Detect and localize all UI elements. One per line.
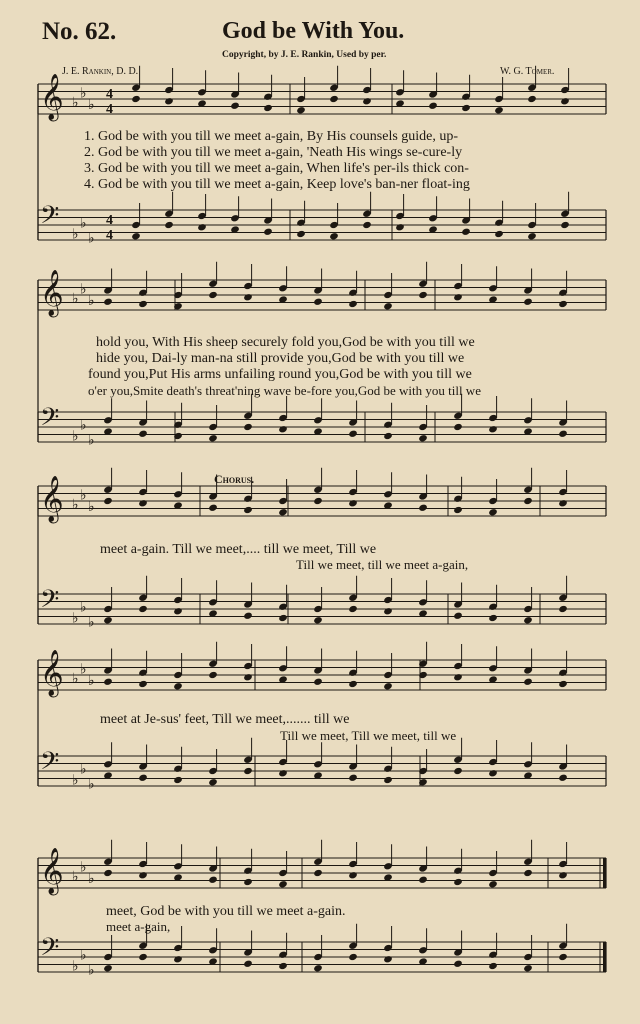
note-head xyxy=(523,964,533,972)
treble-clef: 𝄞 xyxy=(40,476,64,522)
note-head xyxy=(138,430,148,438)
note-head xyxy=(488,508,498,516)
flat-sign: ♭ xyxy=(80,599,87,616)
note-head xyxy=(488,425,498,433)
note-head xyxy=(558,499,568,507)
chorus-line-1-bass: Till we meet, till we meet a-gain, xyxy=(296,557,469,572)
composer-credit: W. G. Tomer. xyxy=(500,66,555,77)
note-head xyxy=(164,97,174,105)
note-head xyxy=(208,434,218,442)
note-head xyxy=(197,223,207,231)
bass-clef: 𝄢 xyxy=(40,585,60,620)
flat-sign: ♭ xyxy=(88,230,95,247)
flat-sign: ♭ xyxy=(88,870,95,887)
verse-3-line-2: found you,Put His arms unfailing round you,God be with you till we xyxy=(88,367,472,382)
note-head xyxy=(173,607,183,615)
note-head xyxy=(243,960,253,968)
note-head xyxy=(230,102,240,110)
note-head xyxy=(278,880,288,888)
note-head xyxy=(208,671,218,679)
flat-sign: ♭ xyxy=(72,772,79,789)
note-head xyxy=(395,223,405,231)
chorus-label: Chorus. xyxy=(214,472,255,486)
note-head xyxy=(362,97,372,105)
note-head xyxy=(313,616,323,624)
treble-clef: 𝄞 xyxy=(40,650,64,696)
note-head xyxy=(296,106,306,114)
note-head xyxy=(418,434,428,442)
verse-4-line-2: o'er you,Smite death's threat'ning wave be-fore you,God be with you till we xyxy=(88,383,481,398)
note-head xyxy=(383,955,393,963)
note-head xyxy=(418,504,428,512)
note-head xyxy=(278,962,288,970)
flat-sign: ♭ xyxy=(80,487,87,504)
note-head xyxy=(329,232,339,240)
bass-clef: 𝄢 xyxy=(40,403,60,438)
hymn-title: God be With You. xyxy=(222,18,405,44)
flat-sign: ♭ xyxy=(72,671,79,687)
note-head xyxy=(313,298,323,306)
note-head xyxy=(208,291,218,299)
flat-sign: ♭ xyxy=(88,614,95,631)
note-head xyxy=(278,769,288,777)
note-head xyxy=(348,871,358,879)
flat-sign: ♭ xyxy=(80,215,87,232)
note-head xyxy=(208,876,218,884)
chorus-line-3-soprano: meet, God be with you till we meet a-gain. xyxy=(106,904,346,919)
note-head xyxy=(173,955,183,963)
flat-sign: ♭ xyxy=(80,947,87,964)
note-head xyxy=(173,776,183,784)
note-head xyxy=(329,95,339,103)
flat-sign: ♭ xyxy=(88,672,95,689)
verse-3-line-1: 3. God be with you till we meet a-gain, When life's per-ils thick con- xyxy=(84,161,469,176)
flat-sign: ♭ xyxy=(72,428,79,445)
verse-4-line-1: 4. God be with you till we meet a-gain, Keep love's ban-ner float-ing xyxy=(84,177,470,192)
flat-sign: ♭ xyxy=(88,962,95,979)
note-head xyxy=(558,871,568,879)
note-head xyxy=(428,102,438,110)
verse-2-line-2: hide you, Dai-ly man-na still provide you,God be with you till we xyxy=(96,351,465,366)
note-head xyxy=(313,678,323,686)
chorus-line-1-soprano: meet a-gain. Till we meet,.... till we meet, Till we xyxy=(100,542,377,557)
note-head xyxy=(278,425,288,433)
note-head xyxy=(453,612,463,620)
time-signature-bottom: 4 xyxy=(106,228,113,243)
note-head xyxy=(103,616,113,624)
bass-clef: 𝄢 xyxy=(40,747,60,782)
note-head xyxy=(138,680,148,688)
bass-clef: 𝄢 xyxy=(40,933,60,968)
time-signature-top: 4 xyxy=(106,87,113,102)
flat-sign: ♭ xyxy=(80,281,87,298)
note-head xyxy=(243,767,253,775)
flat-sign: ♭ xyxy=(80,85,87,102)
note-head xyxy=(527,232,537,240)
copyright-note: Copyright, by J. E. Rankin, Used by per. xyxy=(222,50,387,60)
note-head xyxy=(453,767,463,775)
note-head xyxy=(243,423,253,431)
note-head xyxy=(243,293,253,301)
verse-2-line-1: 2. God be with you till we meet a-gain, 'Neath His wings se-cure-ly xyxy=(84,145,463,160)
note-head xyxy=(243,612,253,620)
note-head xyxy=(523,298,533,306)
treble-clef: 𝄞 xyxy=(40,848,64,894)
note-head xyxy=(348,680,358,688)
flat-sign: ♭ xyxy=(88,776,95,793)
note-head xyxy=(461,104,471,112)
flat-sign: ♭ xyxy=(88,96,95,113)
note-head xyxy=(488,769,498,777)
note-head xyxy=(453,293,463,301)
note-head xyxy=(453,960,463,968)
note-head xyxy=(278,614,288,622)
note-head xyxy=(523,678,533,686)
note-head xyxy=(138,300,148,308)
note-head xyxy=(558,430,568,438)
note-head xyxy=(348,300,358,308)
note-head xyxy=(453,423,463,431)
note-head xyxy=(488,880,498,888)
flat-sign: ♭ xyxy=(80,761,87,778)
flat-sign: ♭ xyxy=(80,859,87,876)
flat-sign: ♭ xyxy=(72,95,79,111)
note-head xyxy=(523,616,533,624)
final-barline-thick xyxy=(603,858,606,888)
note-head xyxy=(527,95,537,103)
note-head xyxy=(488,962,498,970)
author-credit: J. E. Rankin, D. D. xyxy=(62,66,139,77)
note-head xyxy=(138,499,148,507)
time-signature-bottom: 4 xyxy=(106,102,113,117)
note-head xyxy=(383,607,393,615)
note-head xyxy=(263,228,273,236)
note-head xyxy=(383,682,393,690)
note-head xyxy=(103,964,113,972)
note-head xyxy=(243,673,253,681)
chorus-line-3-bass: meet a-gain, xyxy=(106,919,171,934)
note-head xyxy=(494,106,504,114)
note-head xyxy=(461,228,471,236)
note-head xyxy=(488,614,498,622)
note-head xyxy=(383,432,393,440)
note-head xyxy=(296,230,306,238)
note-head xyxy=(558,605,568,613)
note-head xyxy=(103,869,113,877)
chorus-line-2-bass: Till we meet, Till we meet, till we xyxy=(280,728,457,743)
note-head xyxy=(348,774,358,782)
note-head xyxy=(348,499,358,507)
note-head xyxy=(560,97,570,105)
note-head xyxy=(313,869,323,877)
note-head xyxy=(523,869,533,877)
note-head xyxy=(208,504,218,512)
note-head xyxy=(558,774,568,782)
flat-sign: ♭ xyxy=(72,610,79,627)
flat-sign: ♭ xyxy=(72,291,79,307)
note-head xyxy=(453,673,463,681)
note-head xyxy=(348,953,358,961)
note-head xyxy=(348,605,358,613)
note-head xyxy=(103,678,113,686)
note-head xyxy=(313,497,323,505)
note-head xyxy=(243,506,253,514)
verse-1-line-1: 1. God be with you till we meet a-gain, By His counsels guide, up- xyxy=(84,129,459,144)
flat-sign: ♭ xyxy=(80,417,87,434)
flat-sign: ♭ xyxy=(72,958,79,975)
treble-clef: 𝄞 xyxy=(40,74,64,120)
note-head xyxy=(494,230,504,238)
note-head xyxy=(243,878,253,886)
hymn-number: No. 62. xyxy=(42,18,117,45)
note-head xyxy=(560,221,570,229)
note-head xyxy=(164,221,174,229)
final-barline-thick xyxy=(603,942,606,972)
note-head xyxy=(208,778,218,786)
note-head xyxy=(418,876,428,884)
note-head xyxy=(383,776,393,784)
note-head xyxy=(138,953,148,961)
note-head xyxy=(138,605,148,613)
note-head xyxy=(362,221,372,229)
note-head xyxy=(523,497,533,505)
treble-clef: 𝄞 xyxy=(40,270,64,316)
note-head xyxy=(173,682,183,690)
flat-sign: ♭ xyxy=(88,292,95,309)
flat-sign: ♭ xyxy=(88,498,95,515)
flat-sign: ♭ xyxy=(72,226,79,243)
flat-sign: ♭ xyxy=(88,432,95,449)
note-head xyxy=(383,302,393,310)
note-head xyxy=(103,497,113,505)
note-head xyxy=(263,104,273,112)
note-head xyxy=(453,506,463,514)
note-head xyxy=(558,953,568,961)
flat-sign: ♭ xyxy=(72,869,79,885)
note-head xyxy=(348,430,358,438)
time-signature-top: 4 xyxy=(106,213,113,228)
note-head xyxy=(453,878,463,886)
note-head xyxy=(131,232,141,240)
note-head xyxy=(558,300,568,308)
note-head xyxy=(103,298,113,306)
note-head xyxy=(131,95,141,103)
note-head xyxy=(278,508,288,516)
note-head xyxy=(418,291,428,299)
note-head xyxy=(558,680,568,688)
flat-sign: ♭ xyxy=(72,497,79,513)
note-head xyxy=(138,871,148,879)
flat-sign: ♭ xyxy=(80,661,87,678)
note-head xyxy=(313,964,323,972)
note-head xyxy=(138,774,148,782)
verse-1-line-2: hold you, With His sheep securely fold you,God be with you till we xyxy=(96,335,475,350)
bass-clef: 𝄢 xyxy=(40,201,60,236)
chorus-line-2-soprano: meet at Je-sus' feet, Till we meet,....... till we xyxy=(100,712,350,727)
